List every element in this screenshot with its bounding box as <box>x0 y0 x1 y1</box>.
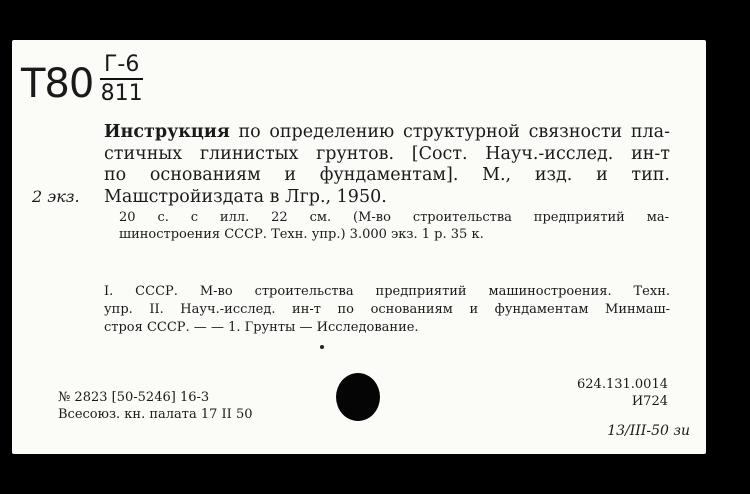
entry-line-1 <box>104 122 670 144</box>
author-code: И724 <box>631 394 668 409</box>
shelf-mark-fraction <box>100 54 143 105</box>
classification-code: 624.131.0014 <box>577 377 668 392</box>
subject-tracings <box>104 283 670 337</box>
book-chamber: Всесоюз. кн. палата 17 II 50 <box>58 407 253 422</box>
card-number: № 2823 [50-5246] 16-3 <box>58 390 210 405</box>
handwritten-copies-note: 2 экз. <box>32 187 80 206</box>
entry-line-2: стичных глинистых грунтов. [Сост. Науч.-исслед. ин-т <box>104 143 670 164</box>
punch-hole <box>336 373 380 421</box>
bibliographic-entry <box>104 122 670 208</box>
ink-dot <box>320 345 324 349</box>
shelf-mark-top: Г-6 <box>100 54 143 80</box>
physical-description <box>119 209 669 243</box>
shelf-mark: Т80 <box>21 61 94 107</box>
subject-line-3: строя СССР. — — 1. Грунты — Исследование. <box>104 320 419 335</box>
entry-title-rest: по определению структурной связности пла- <box>229 122 670 142</box>
shelf-mark-bottom: 811 <box>100 81 143 106</box>
entry-title: Инструкция <box>104 122 230 142</box>
subject-line-2: упр. II. Науч.-исслед. ин-т по основаниям и фундаментам Минмаш- <box>104 302 670 317</box>
entry-line-3: по основаниям и фундаментам]. М., изд. и тип. <box>104 165 670 185</box>
catalog-card <box>12 40 706 454</box>
subject-line-1: I. СССР. М-во строительства предприятий машиностроения. Техн. <box>104 284 670 299</box>
physical-line-2: шиностроения СССР. Техн. упр.) 3.000 экз. 1 р. 35 к. <box>119 227 484 242</box>
entry-line-4: Машстройиздата в Лгр., 1950. <box>104 186 387 207</box>
handwritten-date: 13/III-50 зи <box>607 423 690 439</box>
physical-line-1: 20 с. с илл. 22 см. (М-во строительства предприятий ма- <box>119 210 669 225</box>
